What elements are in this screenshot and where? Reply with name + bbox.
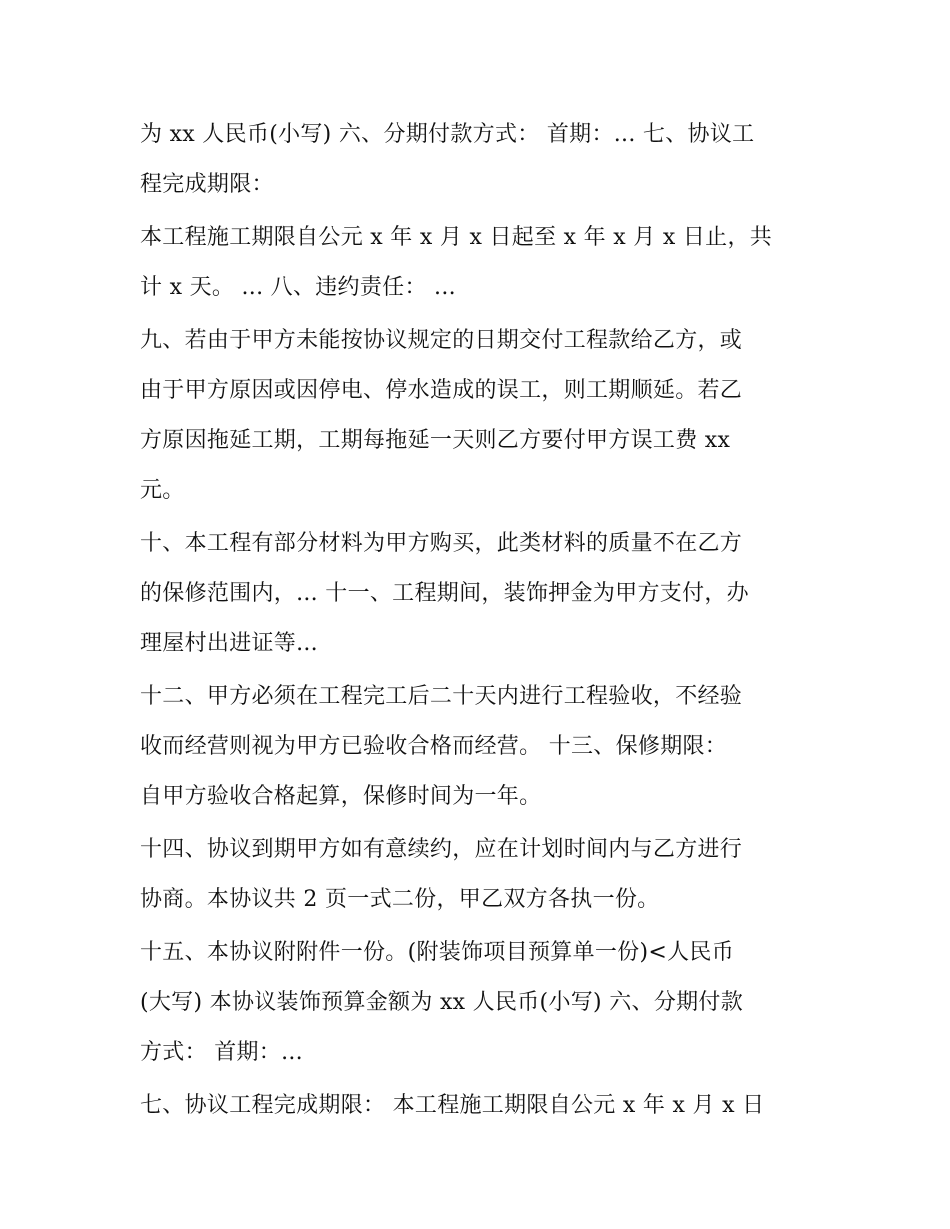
paragraph-2	[140, 213, 820, 313]
text-line: (大写) 本协议装饰预算金额为 xx 人民币(小写) 六、分期付款	[140, 990, 744, 1015]
text-line: 十、本工程有部分材料为甲方购买，此类材料的质量不在乙方	[140, 531, 743, 556]
text-line: 十四、协议到期甲方如有意续约，应在计划时间内与乙方进行	[140, 837, 743, 862]
paragraph-4	[140, 519, 820, 669]
text-line: 十五、本协议附附件一份。(附装饰项目预算单一份)<人民币	[140, 940, 735, 965]
text-line: 协商。本协议共 2 页一式二份，甲乙双方各执一份。	[140, 887, 660, 912]
paragraph-7	[140, 928, 820, 1078]
text-line: 理屋村出进证等...	[140, 631, 318, 656]
text-line: 由于甲方原因或因停电、停水造成的误工，则工期顺延。若乙	[140, 378, 743, 403]
paragraph-8	[140, 1081, 820, 1131]
text-line: 本工程施工期限自公元 x 年 x 月 x 日起至 x 年 x 月 x 日止，共	[140, 225, 773, 250]
text-line: 方式： 首期：...	[140, 1040, 303, 1065]
document-body	[140, 110, 820, 1134]
text-line: 十二、甲方必须在工程完工后二十天内进行工程验收，不经验	[140, 684, 743, 709]
text-line: 为 xx 人民币(小写) 六、分期付款方式： 首期：... 七、协议工	[140, 122, 755, 147]
text-line: 计 x 天。 ... 八、违约责任： ...	[140, 275, 456, 300]
text-line: 程完成期限：	[140, 172, 274, 197]
text-line: 方原因拖延工期，工期每拖延一天则乙方要付甲方误工费 xx	[140, 428, 731, 453]
paragraph-1	[140, 110, 820, 210]
paragraph-5	[140, 672, 820, 822]
text-line: 自甲方验收合格起算，保修时间为一年。	[140, 784, 542, 809]
text-line: 元。	[140, 478, 185, 503]
paragraph-6	[140, 825, 820, 925]
text-line: 七、协议工程完成期限： 本工程施工期限自公元 x 年 x 月 x 日	[140, 1093, 765, 1118]
paragraph-3	[140, 316, 820, 516]
text-line: 九、若由于甲方未能按协议规定的日期交付工程款给乙方，或	[140, 328, 743, 353]
text-line: 的保修范围内，... 十一、工程期间，装饰押金为甲方支付，办	[140, 581, 749, 606]
text-line: 收而经营则视为甲方已验收合格而经营。 十三、保修期限：	[140, 734, 728, 759]
